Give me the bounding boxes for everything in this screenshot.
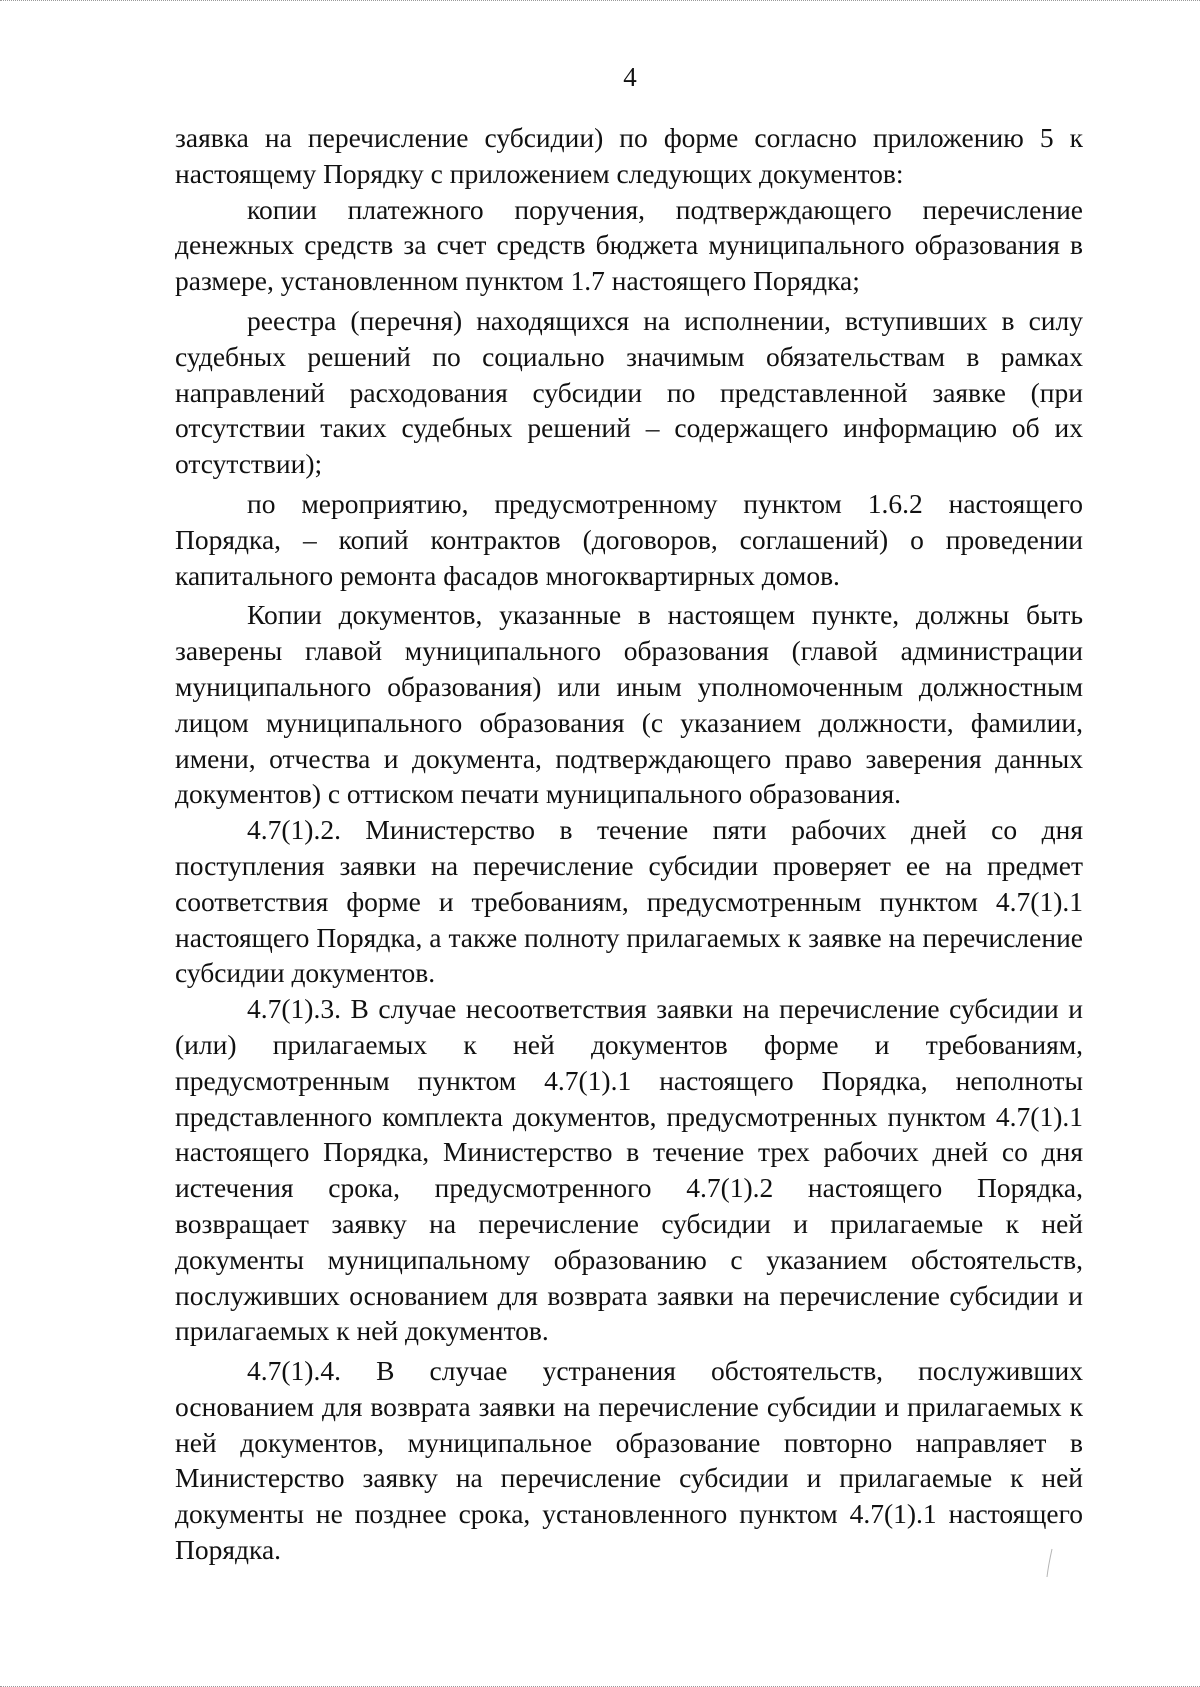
paragraph-clause-4-7-1-4: 4.7(1).4. В случае устранения обстоятельств, послуживших основанием для возврата заявки на перечисление субсидии и прилагаемых к ней документов, муниципальное образование повторно направляет в Министерство заявку на перечисление субсидии и прилагаемые к ней документы не позднее срока, установленного пунктом 4.7(1).1 настоящего Порядка. bbox=[175, 1355, 1083, 1566]
paragraph-payment-order-copies: копии платежного поручения, подтверждающего перечисление денежных средств за счет средств бюджета муниципального образования в размере, установленном пунктом 1.7 настоящего Порядка; bbox=[175, 193, 1083, 297]
body-text bbox=[175, 120, 1083, 1568]
paragraph-clause-4-7-1-3: 4.7(1).3. В случае несоответствия заявки на перечисление субсидии и (или) прилагаемых к ней документов форме и требованиям, предусмотренным пунктом 4.7(1).1 настоящего Порядка, неполноты представленного комплекта документов, предусмотренных пунктом 4.7(1).1 настоящего Порядка, Министерство в течение трех рабочих дней со дня истечения срока, предусмотренного 4.7(1).2 настоящего Порядка, возвращает заявку на перечисление субсидии и прилагаемые к ней документы муниципальному образованию с указанием обстоятельств, послуживших основанием для возврата заявки на перечисление субсидии и прилагаемых к ней документов. bbox=[175, 993, 1083, 1347]
page-number: 4 bbox=[623, 62, 637, 92]
paragraph-facade-repair-contracts: по мероприятию, предусмотренному пунктом 1.6.2 настоящего Порядка, – копий контрактов (договоров, соглашений) о проведении капитального ремонта фасадов многоквартирных домов. bbox=[175, 487, 1083, 591]
scan-edge-top bbox=[0, 0, 1200, 3]
paragraph-clause-4-7-1-2: 4.7(1).2. Министерство в течение пяти рабочих дней со дня поступления заявки на перечисление субсидии проверяет ее на предмет соответствия форме и требованиям, предусмотренным пунктом 4.7(1).1 настоящего Порядка, а также полноту прилагаемых к заявке на перечисление субсидии документов. bbox=[175, 814, 1083, 989]
paragraph-document-certification: Копии документов, указанные в настоящем пункте, должны быть заверены главой муниципального образования (главой администрации муниципального образования) или иным уполномоченным должностным лицом муниципального образования (с указанием должности, фамилии, имени, отчества и документа, подтверждающего право заверения данных документов) с оттиском печати муниципального образования. bbox=[175, 599, 1083, 810]
paragraph-court-decisions-register: реестра (перечня) находящихся на исполнении, вступивших в силу судебных решений по социально значимым обязательствам в рамках направлений расходования субсидии по представленной заявке (при отсутствии таких судебных решений – содержащего информацию об их отсутствии); bbox=[175, 304, 1083, 480]
paragraph-continuation: заявка на перечисление субсидии) по форме согласно приложению 5 к настоящему Порядку с приложением следующих документов: bbox=[175, 122, 1083, 189]
pencil-mark bbox=[1046, 1548, 1054, 1578]
